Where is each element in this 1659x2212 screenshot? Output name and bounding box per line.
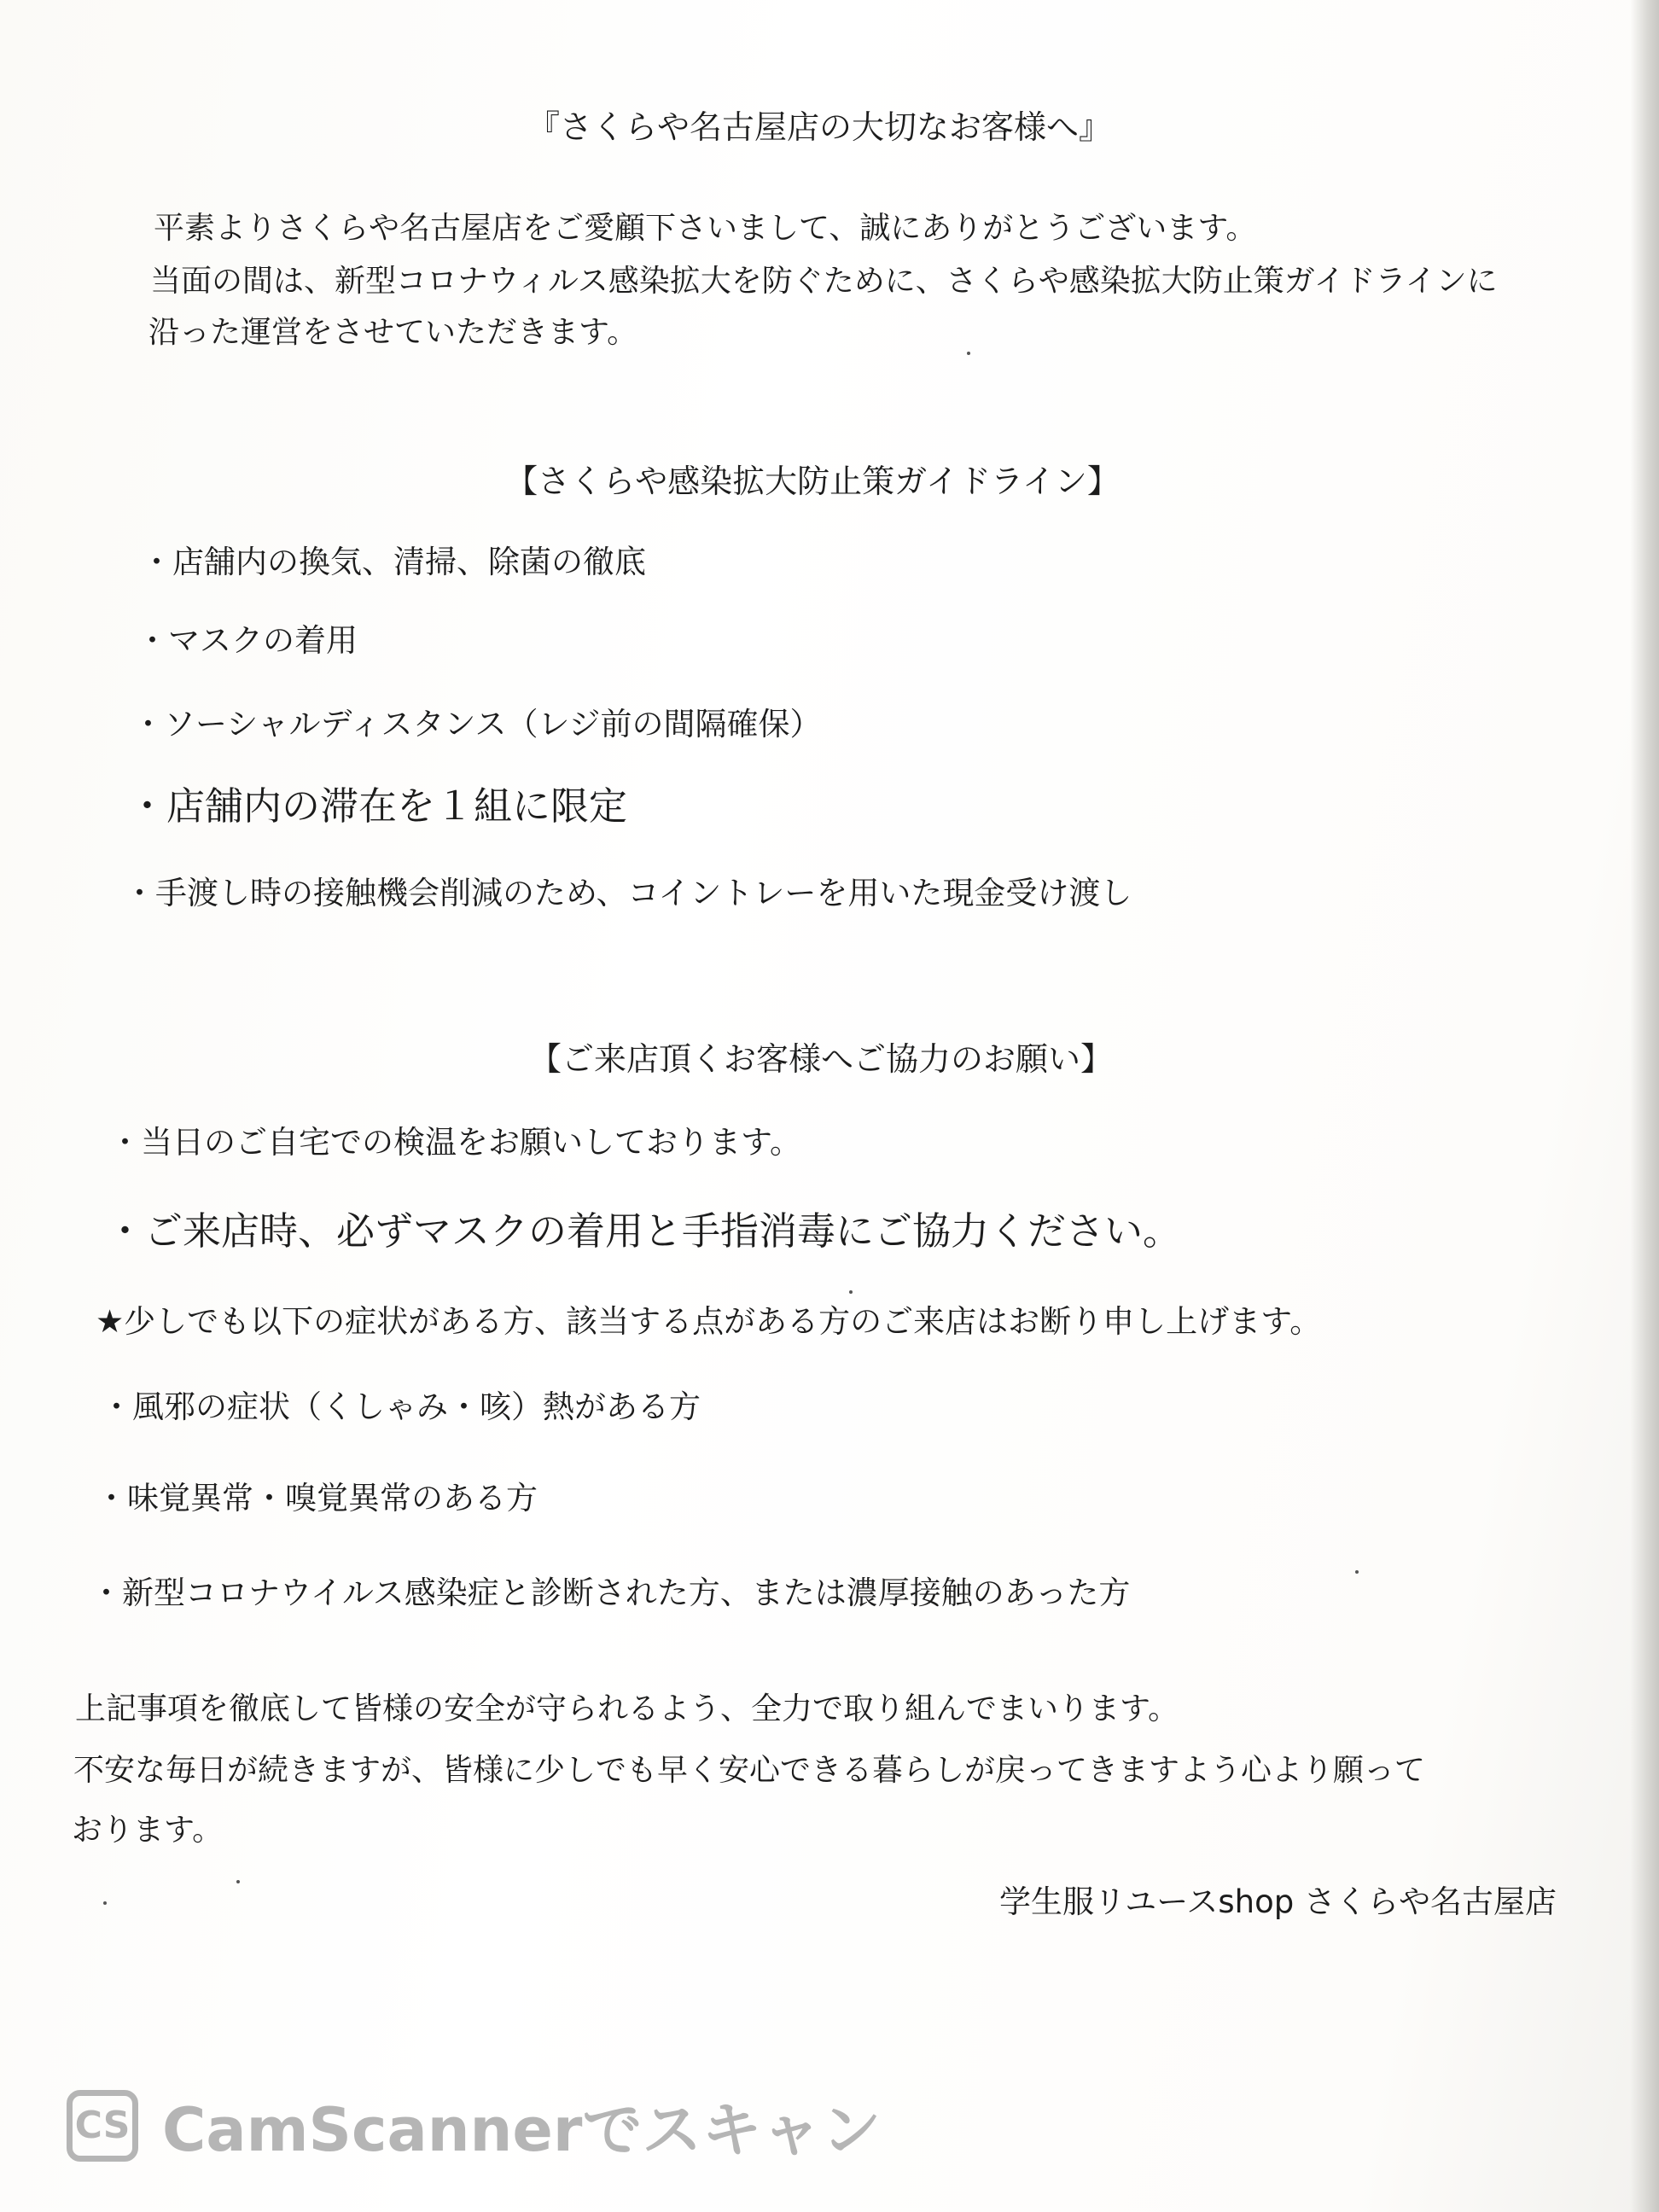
guidelines-heading: 【さくらや感染拡大防止策ガイドライン】 — [505, 463, 1120, 500]
guideline-item: ・店舗内の換気、清掃、除菌の徹底 — [141, 544, 646, 580]
requests-heading: 【ご来店頂くお客様へご協力のお願い】 — [528, 1040, 1113, 1078]
closing-line-3: おります。 — [72, 1813, 224, 1848]
guideline-item: ・店舗内の滞在を１組に限定 — [128, 783, 628, 829]
guideline-item: ・ソーシャルディスタンス（レジ前の間隔確保） — [132, 706, 822, 742]
refusal-notice: ★少しでも以下の症状がある方、該当する点がある方のご来店はお断り申し上げます。 — [96, 1303, 1322, 1340]
intro-line-1: 平素よりさくらや名古屋店をご愛顧下さいまして、誠にありがとうございます。 — [154, 211, 1257, 246]
symptom-item: ・味覚異常・嗅覚異常のある方 — [96, 1480, 538, 1516]
closing-line-1: 上記事項を徹底して皆様の安全が守られるよう、全力で取り組んでまいります。 — [75, 1691, 1179, 1726]
symptom-item: ・風邪の症状（くしゃみ・咳）熱がある方 — [101, 1388, 701, 1425]
camscanner-watermark-text: CamScannerでスキャン — [162, 2095, 882, 2165]
closing-line-2: 不安な毎日が続きますが、皆様に少しでも早く安心できる暮らしが戻ってきますよう心より願って — [73, 1753, 1426, 1788]
scan-speck — [103, 1901, 107, 1905]
store-signature: 学生服リユースshop さくらや名古屋店 — [998, 1883, 1557, 1920]
request-item: ・ご来店時、必ずマスクの着用と手指消毒にご協力ください。 — [106, 1208, 1182, 1254]
intro-line-2: 当面の間は、新型コロナウィルス感染拡大を防ぐために、さくらや感染拡大防止策ガイドラインに — [150, 264, 1498, 299]
scan-speck — [236, 1880, 240, 1883]
camscanner-logo-icon: CS — [67, 2090, 138, 2162]
scan-speck — [967, 352, 970, 355]
camscanner-watermark — [67, 2082, 881, 2168]
page-edge-shadow — [1630, 0, 1659, 2212]
scan-speck — [1355, 1570, 1359, 1574]
document-title: 『さくらや名古屋店の大切なお客様へ』 — [527, 108, 1111, 146]
symptom-item: ・新型コロナウイルス感染症と診断された方、または濃厚接触のあった方 — [90, 1575, 1131, 1611]
intro-line-3: 沿った運営をさせていただきます。 — [148, 315, 638, 350]
guideline-item: ・手渡し時の接触機会削減のため、コイントレーを用いた現金受け渡し — [124, 875, 1132, 911]
guideline-item: ・マスクの着用 — [137, 622, 358, 659]
scan-speck — [849, 1290, 853, 1294]
request-item: ・当日のご自宅での検温をお願いしております。 — [109, 1124, 802, 1161]
